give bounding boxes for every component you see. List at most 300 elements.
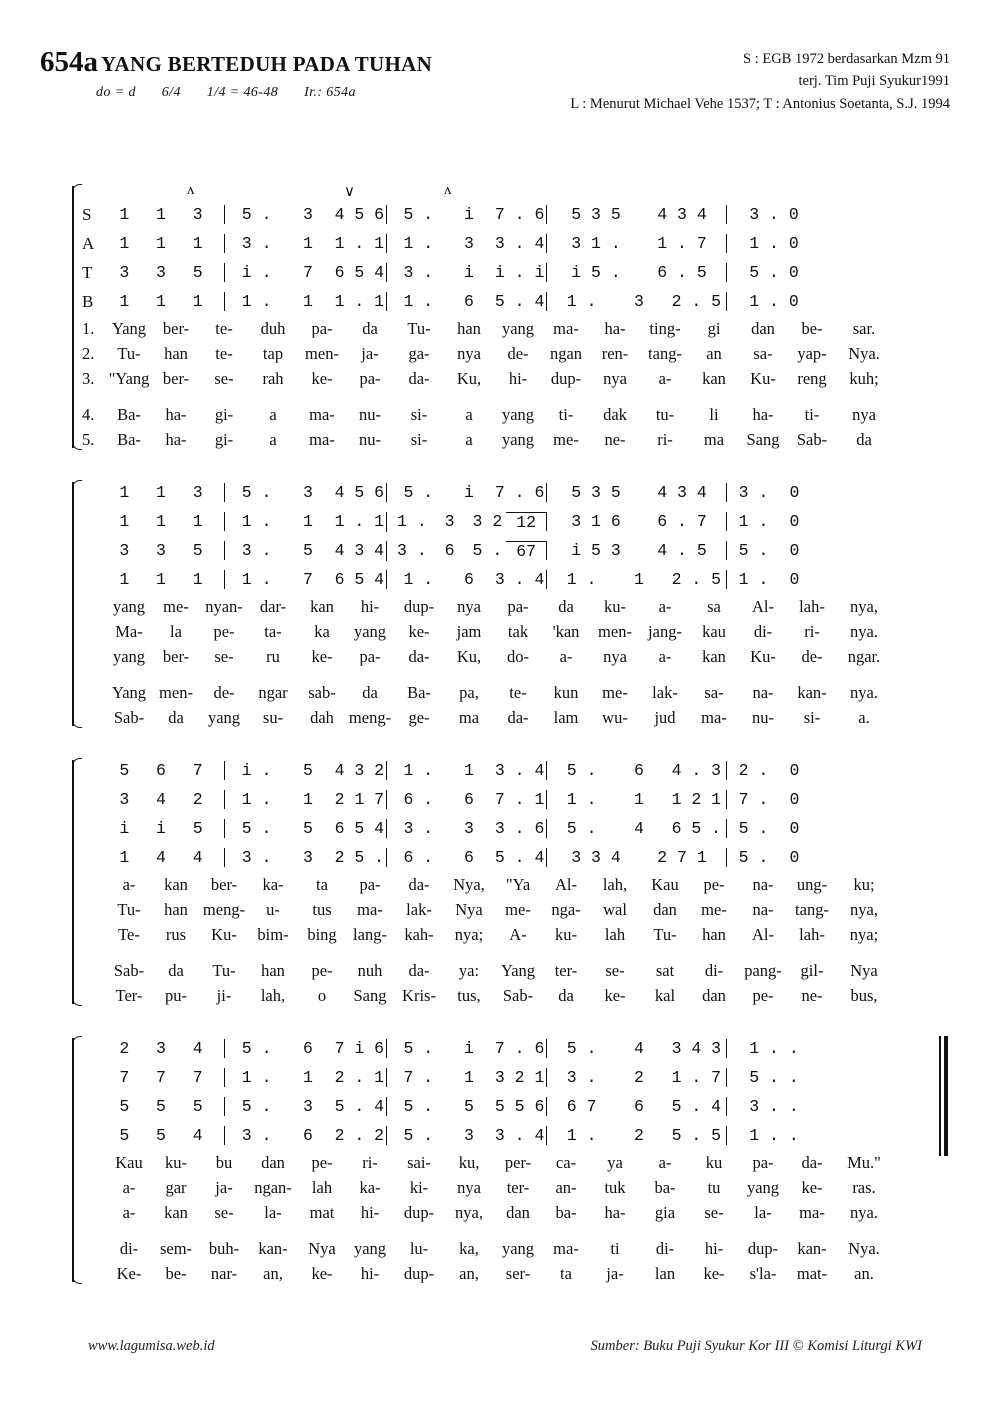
measure bbox=[726, 483, 816, 502]
lyric-syllable: nga- bbox=[551, 899, 581, 919]
measure bbox=[546, 483, 726, 502]
note-cell: 6 5 4 bbox=[334, 819, 385, 838]
measure bbox=[106, 234, 224, 253]
lyric-line bbox=[82, 644, 954, 669]
lyric-syllable: ngan bbox=[549, 343, 583, 363]
note-cell: 1 bbox=[119, 483, 130, 502]
note-cell: 1 bbox=[634, 790, 644, 809]
lyric-syllable: lak- bbox=[652, 682, 678, 702]
note-cell: 1 . 1 bbox=[334, 234, 385, 253]
lyric-syllable: kal bbox=[654, 985, 676, 1005]
note-cell: 7 bbox=[192, 761, 203, 780]
lyric-syllable: su- bbox=[262, 707, 284, 727]
page-title: YANG BERTEDUH PADA TUHAN bbox=[101, 52, 433, 76]
lyric-syllable: lak- bbox=[406, 899, 432, 919]
note-cell: 1 . bbox=[241, 1068, 272, 1087]
note-cell: 1 . bbox=[738, 570, 769, 589]
note-cell: 1 . bbox=[397, 512, 427, 531]
note-cell: 7 . 6 bbox=[494, 205, 545, 224]
lyric-syllable: kan- bbox=[258, 1238, 288, 1258]
lyric-syllable: Te- bbox=[118, 924, 140, 944]
note-cell: 2 bbox=[634, 1126, 644, 1145]
lyric-syllable: tus, bbox=[457, 985, 481, 1005]
lyric-line bbox=[82, 680, 954, 705]
voice-line bbox=[82, 478, 954, 507]
lyric-syllable: pa- bbox=[359, 368, 381, 388]
lyric-syllable: s'la- bbox=[749, 1263, 777, 1283]
lyric-syllable: Tu- bbox=[653, 924, 677, 944]
lyric-syllable: Nya bbox=[455, 899, 483, 919]
system-brace bbox=[64, 182, 80, 452]
lyric-syllable: ma- bbox=[357, 899, 383, 919]
meter: 6/4 bbox=[161, 85, 181, 100]
lyric-line bbox=[82, 958, 954, 983]
lyric-syllable: Sab- bbox=[113, 960, 145, 980]
lyric-syllable: a bbox=[269, 429, 277, 449]
note-cell: 5 . bbox=[241, 819, 272, 838]
note-cell: 1 bbox=[464, 1068, 474, 1087]
lyric-syllable: ke- bbox=[311, 646, 333, 666]
note-cell: 4 3 4 bbox=[657, 483, 707, 502]
lyric-syllable: mat bbox=[309, 1202, 335, 1222]
lyric-line bbox=[82, 705, 954, 730]
note-cell: 1 bbox=[119, 234, 130, 253]
note-cell: i 5 . bbox=[571, 263, 621, 282]
lyric-syllable: ba- bbox=[555, 1202, 577, 1222]
note-cell: 6 bbox=[444, 541, 455, 560]
lyric-syllable: an, bbox=[459, 1263, 479, 1283]
measure bbox=[224, 1097, 386, 1116]
measure bbox=[106, 1097, 224, 1116]
lyric-syllable: ber- bbox=[162, 646, 190, 666]
note-cell: 3 . 4 bbox=[494, 1126, 545, 1145]
lyric-syllable: ja- bbox=[215, 1177, 233, 1197]
note-cell: 2 . 5 bbox=[671, 292, 722, 311]
lyric-syllable: si- bbox=[803, 707, 821, 727]
measure bbox=[224, 570, 386, 589]
lyric-syllable: men- bbox=[305, 343, 339, 363]
note-cell: 1 bbox=[303, 1068, 313, 1087]
key-signature: do = d bbox=[96, 85, 136, 100]
measure bbox=[386, 790, 546, 809]
voice-line bbox=[82, 507, 954, 536]
lyric-syllable: a- bbox=[658, 646, 672, 666]
note-cell: 5 . . bbox=[749, 1068, 799, 1087]
note-cell: 5 . bbox=[738, 541, 769, 560]
voice-label: S bbox=[82, 204, 92, 224]
lyric-syllable: na- bbox=[752, 899, 774, 919]
lyric-syllable: ke- bbox=[311, 368, 333, 388]
note-cell: 3 bbox=[303, 483, 313, 502]
lyric-syllable: ter- bbox=[506, 1177, 530, 1197]
lyric-syllable: ber- bbox=[162, 318, 190, 338]
website-link[interactable]: www.lagumisa.web.id bbox=[88, 1338, 215, 1354]
note-cell: 5 bbox=[119, 761, 130, 780]
lyric-syllable: lan bbox=[654, 1263, 676, 1283]
note-cell: 5 3 5 bbox=[571, 205, 621, 224]
lyric-syllable: a- bbox=[559, 646, 573, 666]
note-cell: 5 . bbox=[738, 848, 769, 867]
note-cell: 5 . 0 bbox=[749, 263, 799, 282]
lyric-syllable: sat bbox=[655, 960, 675, 980]
note-cell: 3 bbox=[119, 790, 130, 809]
lyric-syllable: di- bbox=[753, 621, 773, 641]
lyric-syllable: ma- bbox=[701, 707, 727, 727]
voice-line bbox=[82, 200, 954, 229]
lyric-syllable: da bbox=[362, 318, 378, 338]
note-cell: 1 bbox=[119, 292, 130, 311]
lyric-syllable: Al- bbox=[555, 874, 577, 894]
note-cell: 7 bbox=[303, 570, 313, 589]
lyric-syllable: nuh bbox=[357, 960, 383, 980]
measure bbox=[224, 761, 386, 780]
lyric-syllable: ti- bbox=[804, 404, 820, 424]
lyric-syllable: dan bbox=[261, 1152, 285, 1172]
lyric-syllable: tu bbox=[707, 1177, 721, 1197]
note-cell: 1 . 1 bbox=[334, 512, 385, 531]
lyric-syllable: gi- bbox=[214, 404, 234, 424]
lyric-syllable: yang bbox=[501, 429, 535, 449]
lyric-line bbox=[82, 872, 954, 897]
lyric-syllable: dan bbox=[751, 318, 775, 338]
lyric-syllable: tuk bbox=[604, 1177, 626, 1197]
lyric-syllable: ti- bbox=[558, 404, 574, 424]
lyric-syllable: se- bbox=[605, 960, 625, 980]
measure bbox=[726, 1097, 816, 1116]
lyric-line bbox=[82, 316, 954, 341]
lyric-syllable: a bbox=[465, 404, 473, 424]
measure bbox=[726, 292, 816, 311]
measure bbox=[726, 1068, 816, 1087]
lyric-syllable: tang- bbox=[648, 343, 682, 363]
lyric-syllable: se- bbox=[214, 368, 234, 388]
lyric-line bbox=[82, 897, 954, 922]
lyric-syllable: ke- bbox=[604, 985, 626, 1005]
note-cell: 7 . 1 bbox=[494, 790, 545, 809]
measure bbox=[386, 263, 546, 282]
lyric-syllable: a- bbox=[122, 1202, 136, 1222]
note-cell: 1 . bbox=[403, 292, 434, 311]
note-cell: 7 bbox=[156, 1068, 166, 1087]
lyric-syllable: ma- bbox=[309, 429, 335, 449]
lyric-syllable: jam bbox=[456, 621, 482, 641]
note-cell: 1 bbox=[192, 570, 203, 589]
note-cell: i bbox=[464, 483, 474, 502]
note-cell: i . bbox=[241, 263, 272, 282]
lyric-syllable: de- bbox=[213, 682, 235, 702]
lyric-syllable: Ku- bbox=[750, 646, 776, 666]
lyric-syllable: da- bbox=[507, 707, 529, 727]
lyric-syllable: yang bbox=[501, 1238, 535, 1258]
voice-line bbox=[82, 229, 954, 258]
lyric-syllable: Ku- bbox=[750, 368, 776, 388]
measure bbox=[546, 1039, 726, 1058]
lyric-syllable: da bbox=[362, 682, 378, 702]
lyric-syllable: ya: bbox=[458, 960, 480, 980]
credit-line-2: terj. Tim Puji Syukur1991 bbox=[798, 73, 950, 90]
lyric-syllable: te- bbox=[215, 343, 233, 363]
lyric-syllable: te- bbox=[509, 682, 527, 702]
song-number: 654a bbox=[40, 46, 98, 78]
lyric-syllable: a bbox=[465, 429, 473, 449]
note-cell: 1 bbox=[119, 512, 130, 531]
lyric-syllable: kan bbox=[702, 368, 726, 388]
lyric-spacer bbox=[82, 947, 954, 958]
lyric-syllable: la bbox=[170, 621, 182, 641]
note-cell: 5 bbox=[192, 1097, 203, 1116]
lyric-syllable: Yang bbox=[111, 682, 147, 702]
lyric-syllable: da- bbox=[408, 646, 430, 666]
measure bbox=[726, 234, 816, 253]
lyric-line bbox=[82, 402, 954, 427]
lyric-syllable: A- bbox=[509, 924, 527, 944]
measure bbox=[386, 205, 546, 224]
lyric-syllable: u- bbox=[266, 899, 280, 919]
note-cell: 6 bbox=[464, 790, 474, 809]
lyric-syllable: ma- bbox=[553, 318, 579, 338]
lyric-syllable: hi- bbox=[508, 368, 528, 388]
measure bbox=[726, 512, 816, 531]
lyric-syllable: an, bbox=[263, 1263, 283, 1283]
note-cell: 2 . 5 bbox=[671, 570, 722, 589]
lyric-syllable: ting- bbox=[649, 318, 681, 338]
measure bbox=[386, 512, 546, 532]
lyric-syllable: "Ya bbox=[505, 874, 531, 894]
voice-line bbox=[82, 1092, 954, 1121]
note-cell: 7 bbox=[303, 263, 313, 282]
lyric-syllable: Tu- bbox=[212, 960, 236, 980]
note-cell: 3 . bbox=[738, 483, 769, 502]
lyric-syllable: han bbox=[261, 960, 285, 980]
lyric-syllable: dan bbox=[653, 899, 677, 919]
measure bbox=[726, 761, 816, 780]
measure bbox=[386, 541, 546, 561]
verse-number: 2. bbox=[82, 343, 95, 363]
note-cell: 5 bbox=[192, 819, 203, 838]
lyric-syllable: lah bbox=[604, 924, 626, 944]
note-cell: 3 . bbox=[397, 541, 427, 560]
lyric-syllable: ki- bbox=[409, 1177, 429, 1197]
lyric-syllable: dup- bbox=[747, 1238, 779, 1258]
lyric-syllable: Sab- bbox=[113, 707, 145, 727]
lyric-syllable: dan bbox=[702, 985, 726, 1005]
music-system bbox=[60, 182, 954, 452]
note-cell: 1 bbox=[119, 848, 130, 867]
measure bbox=[726, 848, 816, 867]
lyric-syllable: ke- bbox=[408, 621, 430, 641]
note-cell: 5 . bbox=[241, 483, 272, 502]
lyric-syllable: ta bbox=[560, 1263, 572, 1283]
note-cell: 1 2 1 bbox=[671, 790, 722, 809]
note-cell: 4 5 6 bbox=[334, 483, 385, 502]
note-cell: 3 bbox=[156, 541, 166, 560]
lyric-syllable: lah, bbox=[260, 985, 286, 1005]
verse-number: 3. bbox=[82, 368, 95, 388]
lyric-syllable: pe- bbox=[311, 1152, 333, 1172]
note-cell: 0 bbox=[789, 483, 800, 502]
note-cell: 5 bbox=[119, 1097, 130, 1116]
lyric-syllable: sai- bbox=[407, 1152, 431, 1172]
note-cell: 4 bbox=[156, 848, 166, 867]
lyric-syllable: pa- bbox=[752, 1152, 774, 1172]
lyric-syllable: tak bbox=[507, 621, 529, 641]
lyric-syllable: di- bbox=[655, 1238, 675, 1258]
lyric-syllable: nya bbox=[603, 646, 627, 666]
lyric-syllable: ter- bbox=[554, 960, 578, 980]
lyric-syllable: sem- bbox=[159, 1238, 193, 1258]
lyric-syllable: kuh; bbox=[849, 368, 879, 388]
measure bbox=[224, 263, 386, 282]
note-cell: 5 . bbox=[403, 1039, 434, 1058]
measure bbox=[224, 234, 386, 253]
lyric-syllable: bing bbox=[307, 924, 337, 944]
note-cell: 0 bbox=[789, 790, 800, 809]
lyric-syllable: hi- bbox=[704, 1238, 724, 1258]
lyric-syllable: sa- bbox=[704, 682, 724, 702]
lyric-syllable: li bbox=[709, 404, 719, 424]
lyric-syllable: lah bbox=[311, 1177, 333, 1197]
system-brace bbox=[64, 478, 80, 730]
lyric-syllable: nya bbox=[852, 404, 876, 424]
lyric-syllable: ne- bbox=[801, 985, 823, 1005]
lyric-syllable: han bbox=[457, 318, 481, 338]
note-cell: 5 bbox=[464, 1097, 474, 1116]
measure bbox=[546, 263, 726, 282]
note-cell: 1 . bbox=[241, 790, 272, 809]
lyric-syllable: de- bbox=[801, 646, 823, 666]
lyric-syllable: ser- bbox=[505, 1263, 531, 1283]
lyric-syllable: yang bbox=[501, 404, 535, 424]
note-cell: 1 bbox=[192, 292, 203, 311]
note-cell: i . bbox=[241, 761, 272, 780]
measure bbox=[224, 512, 386, 531]
lyric-syllable: gar bbox=[165, 1177, 187, 1197]
lyric-syllable: dan bbox=[506, 1202, 530, 1222]
lyric-syllable: dup- bbox=[403, 1263, 435, 1283]
note-cell: 5 bbox=[303, 761, 313, 780]
lyric-syllable: ka, bbox=[459, 1238, 479, 1258]
note-cell: 1 . bbox=[403, 761, 434, 780]
note-cell: 4 3 4 bbox=[657, 205, 707, 224]
note-cell: 3 3 4 bbox=[571, 848, 621, 867]
note-cell: i . i bbox=[494, 263, 545, 282]
measure bbox=[546, 790, 726, 809]
note-cell: 3 . bbox=[241, 234, 272, 253]
credit-line-1: S : EGB 1972 berdasarkan Mzm 91 bbox=[743, 51, 950, 67]
lyric-syllable: bus, bbox=[850, 985, 878, 1005]
measure bbox=[546, 848, 726, 867]
lyric-syllable: si- bbox=[410, 404, 428, 424]
lyric-syllable: tang- bbox=[795, 899, 829, 919]
note-cell: 7 i 6 bbox=[334, 1039, 385, 1058]
note-cell: 3 . 4 bbox=[494, 761, 545, 780]
note-cell: 5 bbox=[156, 1126, 166, 1145]
lyric-syllable: duh bbox=[260, 318, 286, 338]
lyric-syllable: yang bbox=[112, 596, 146, 616]
lyric-syllable: a- bbox=[122, 874, 136, 894]
note-cell: 1 bbox=[156, 292, 166, 311]
lyric-syllable: kan bbox=[164, 874, 188, 894]
note-cell: 6 . bbox=[403, 790, 434, 809]
note-cell: 6 . 5 bbox=[657, 263, 707, 282]
measure bbox=[726, 1039, 816, 1058]
lyric-syllable: me- bbox=[602, 682, 628, 702]
lyric-syllable: Mu." bbox=[847, 1152, 881, 1172]
note-cell: 1 . bbox=[403, 234, 434, 253]
measure bbox=[224, 819, 386, 838]
note-cell: 2 7 1 bbox=[657, 848, 707, 867]
tempo-mark: 1/4 = 46-48 bbox=[206, 85, 279, 100]
measure bbox=[106, 819, 224, 838]
note-cell: 6 bbox=[634, 761, 644, 780]
lyric-syllable: wal bbox=[603, 899, 627, 919]
note-cell: 3 bbox=[192, 205, 203, 224]
lyric-syllable: lam bbox=[553, 707, 579, 727]
lyric-syllable: ber- bbox=[210, 874, 238, 894]
measure bbox=[224, 205, 386, 224]
measure bbox=[106, 1039, 224, 1058]
voice-line bbox=[82, 1063, 954, 1092]
lyric-syllable: gi- bbox=[214, 429, 234, 449]
note-cell: 1 . bbox=[738, 512, 769, 531]
measure bbox=[106, 205, 224, 224]
system-brace bbox=[64, 1034, 80, 1286]
lyric-syllable: dar- bbox=[259, 596, 287, 616]
note-cell: 3 . bbox=[241, 1126, 272, 1145]
note-cell: i bbox=[119, 819, 130, 838]
note-cell: 6 bbox=[464, 570, 474, 589]
lyric-syllable: pu- bbox=[165, 985, 187, 1005]
measure bbox=[386, 1126, 546, 1145]
note-cell: 3 . bbox=[403, 263, 434, 282]
lyric-syllable: nya bbox=[457, 343, 481, 363]
lyric-syllable: lu- bbox=[409, 1238, 429, 1258]
lyric-syllable: jang- bbox=[648, 621, 682, 641]
note-cell: 7 . 6 bbox=[494, 483, 545, 502]
lyric-syllable: rus bbox=[165, 924, 187, 944]
verse-number: 5. bbox=[82, 429, 95, 449]
note-cell: 1 bbox=[156, 205, 166, 224]
note-cell: 5 . 4 bbox=[494, 292, 545, 311]
lyric-syllable: nya bbox=[457, 596, 481, 616]
note-cell: 5 . bbox=[241, 1097, 272, 1116]
lyric-syllable: dah bbox=[310, 707, 334, 727]
note-cell: 6 . 7 bbox=[657, 512, 707, 531]
lyric-syllable: jud bbox=[654, 707, 676, 727]
note-cell: 2 5 . bbox=[334, 848, 385, 867]
note-cell: 1 . 7 bbox=[657, 234, 707, 253]
measure bbox=[106, 1126, 224, 1145]
lyric-syllable: ku- bbox=[555, 924, 577, 944]
lyric-syllable: tu- bbox=[655, 404, 675, 424]
lyric-syllable: ber- bbox=[162, 368, 190, 388]
lyric-syllable: ha- bbox=[165, 429, 187, 449]
lyric-syllable: a bbox=[269, 404, 277, 424]
lyric-syllable: wu- bbox=[602, 707, 628, 727]
lyric-line bbox=[82, 1261, 954, 1286]
lyric-syllable: ku, bbox=[458, 1152, 480, 1172]
lyric-syllable: buh- bbox=[208, 1238, 240, 1258]
lyric-syllable: se- bbox=[214, 1202, 234, 1222]
note-cell: 3 . . bbox=[749, 1097, 799, 1116]
note-cell: 5 . bbox=[241, 1039, 272, 1058]
lyric-syllable: me- bbox=[701, 899, 727, 919]
lyric-syllable: an bbox=[706, 343, 722, 363]
lyric-syllable: be- bbox=[801, 318, 823, 338]
lyric-syllable: ngan- bbox=[254, 1177, 292, 1197]
lyric-syllable: da- bbox=[408, 874, 430, 894]
breath-mark: ∨ bbox=[344, 184, 355, 200]
